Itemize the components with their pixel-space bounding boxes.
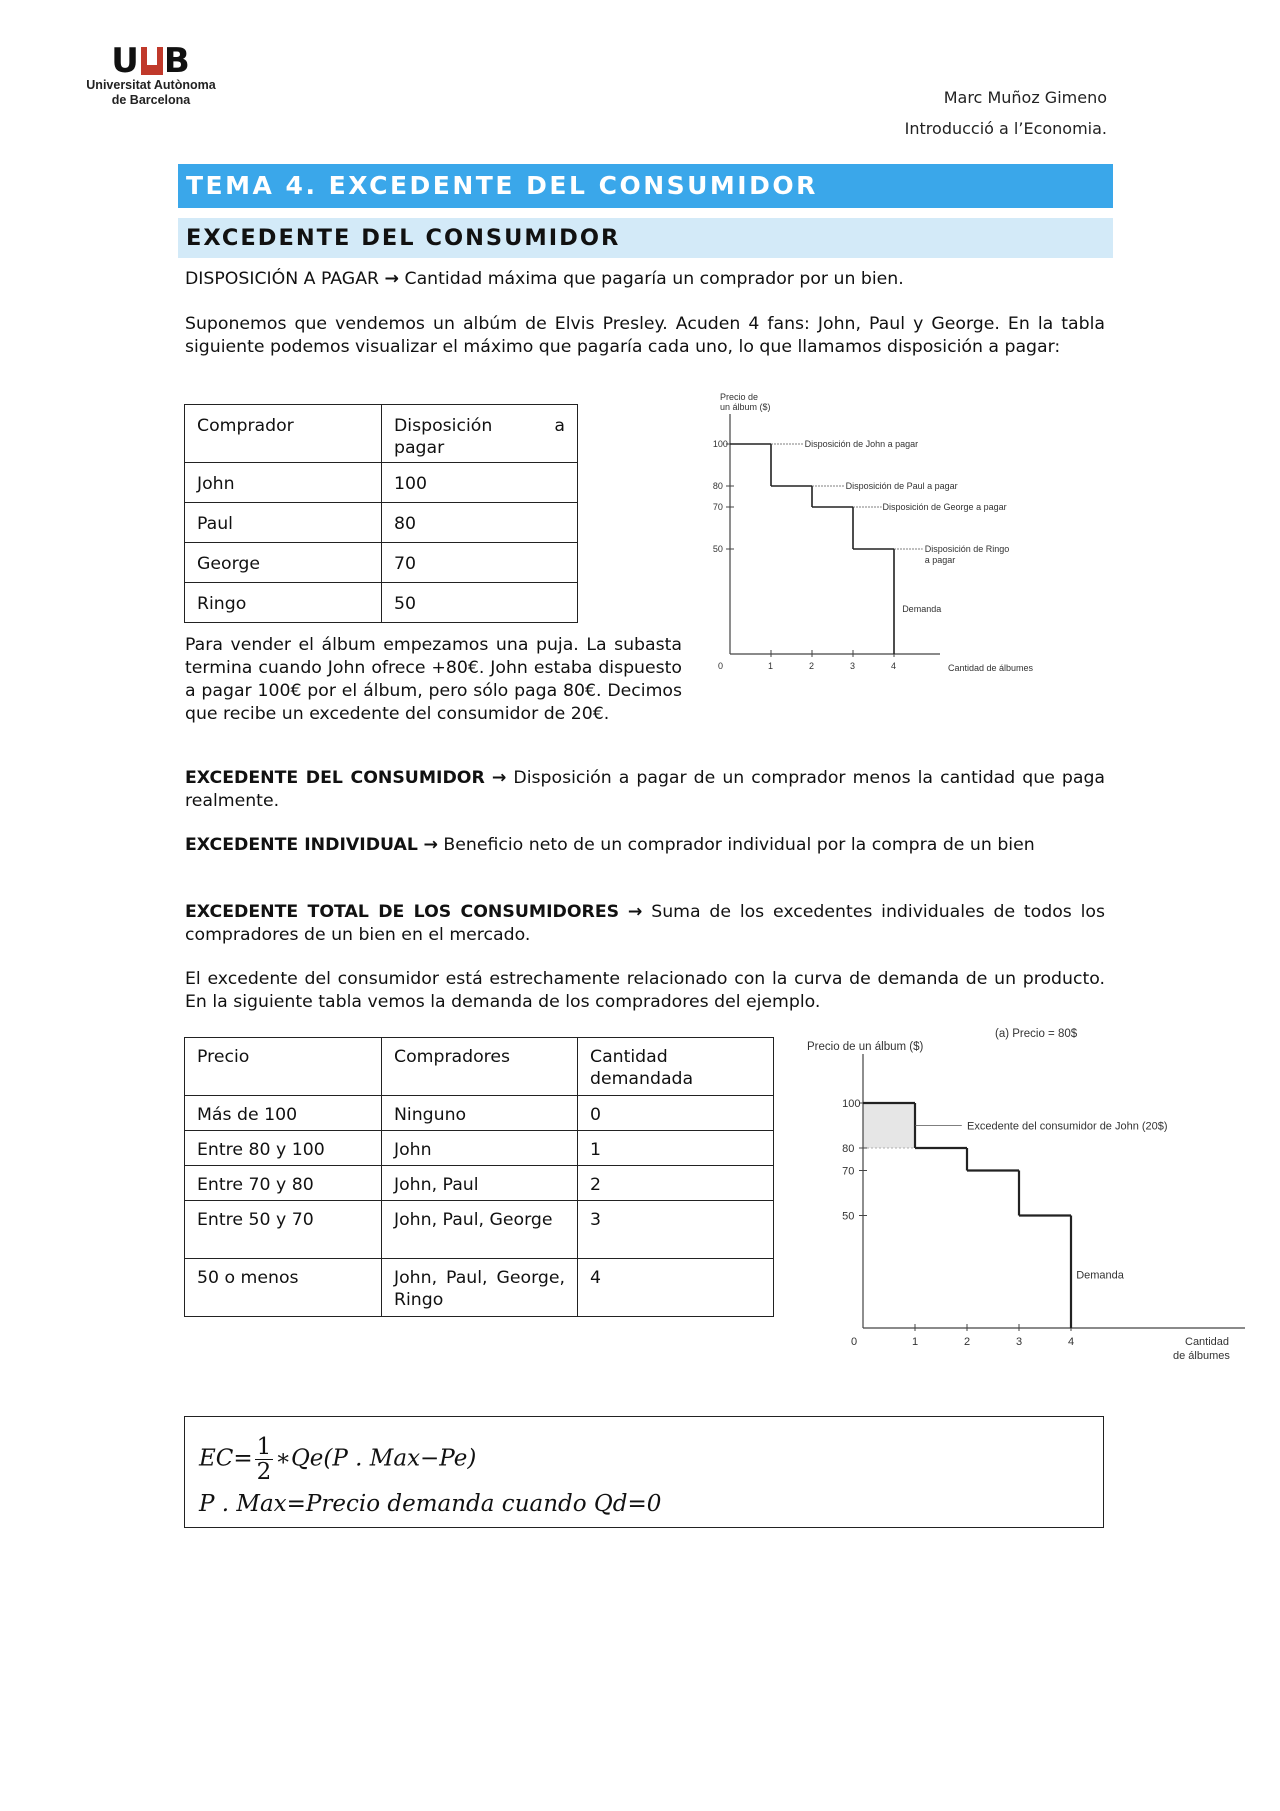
annotation-label: Excedente del consumidor de John (20$) — [967, 1120, 1168, 1133]
def-ei: Beneficio neto de un comprador individual por la compra de un bien — [443, 835, 1035, 855]
chart1-axes — [730, 414, 940, 654]
term-disposicion: DISPOSICIÓN A PAGAR — [185, 269, 380, 289]
author-name: Marc Muñoz Gimeno — [943, 88, 1107, 107]
term-et: EXCEDENTE TOTAL DE LOS CONSUMIDORES — [185, 902, 620, 922]
table-cell: Paul — [185, 503, 382, 543]
table-cell: John — [185, 463, 382, 503]
table-cell: John — [382, 1131, 578, 1166]
annotation-label: Disposición de John a pagar — [804, 439, 919, 449]
chart2-annotations — [915, 1121, 1230, 1363]
page-title: TEMA 4. EXCEDENTE DEL CONSUMIDOR — [178, 164, 1113, 208]
table-cell: Entre 50 y 70 — [185, 1201, 382, 1259]
arrow-icon: → — [491, 768, 507, 788]
formula-pmax: P . Max=Precio demanda cuando Qd=0 — [199, 1491, 662, 1517]
chart-excedente-john — [805, 1022, 1255, 1362]
annotation-demand: Demanda — [902, 604, 942, 614]
table-cell: 80 — [382, 503, 578, 543]
table-cell: John, Paul — [382, 1166, 578, 1201]
table-disposicion — [184, 404, 578, 623]
table-cell: 100 — [382, 463, 578, 503]
chart-disposicion — [700, 388, 1080, 688]
table-header-disposicion — [382, 405, 578, 463]
annotation-label: a pagar — [924, 555, 956, 565]
chart2-xlabel-line2: de álbumes — [1173, 1350, 1230, 1362]
chart2-title: (a) Precio = 80$ — [995, 1028, 1078, 1040]
formula-ec — [199, 1435, 476, 1484]
table-cell: John, Paul, George, Ringo — [382, 1259, 578, 1317]
table-header-cantidad: Cantidad demandada — [578, 1038, 774, 1096]
annotation-demand: Demanda — [1076, 1269, 1124, 1282]
formula-box — [184, 1416, 1104, 1528]
x-tick-label: 4 — [891, 661, 897, 671]
formula-fraction — [255, 1435, 274, 1484]
table-cell: Ninguno — [382, 1096, 578, 1131]
paragraph-excedente-consumidor — [185, 767, 1105, 813]
x-tick-label: 4 — [1068, 1336, 1075, 1348]
x-tick-label: 3 — [1016, 1336, 1023, 1348]
y-tick-label: 100 — [712, 439, 728, 450]
chart1-annotations — [771, 439, 1034, 673]
table-cell: 70 — [382, 543, 578, 583]
chart1-ylabel-line2: un álbum ($) — [720, 402, 771, 412]
def-et: Suma de los excedentes individuales de todos los compradores de un bien en el mercado. — [185, 902, 1105, 945]
table-cell: Ringo — [185, 583, 382, 623]
y-tick-label: 70 — [842, 1165, 855, 1178]
logo-line1: Universitat Autònoma — [86, 78, 216, 92]
x-tick-label: 3 — [850, 661, 856, 671]
chart1-ticks — [713, 439, 896, 671]
logo-accent-icon — [141, 47, 163, 75]
x-tick-label: 1 — [768, 661, 774, 671]
formula-ec-rhs: ∗Qe — [275, 1445, 324, 1472]
chart2-xlabel-line1: Cantidad — [1185, 1336, 1230, 1348]
table-header-comprador: Comprador — [185, 405, 382, 463]
chart2-axes — [863, 1054, 1245, 1328]
y-tick-label: 70 — [712, 502, 723, 513]
x-tick-label: 2 — [964, 1336, 971, 1348]
x-tick-label: 0 — [851, 1336, 858, 1348]
table-cell: 0 — [578, 1096, 774, 1131]
annotation-label: Disposición de George a pagar — [882, 502, 1007, 512]
y-tick-label: 80 — [712, 481, 723, 492]
table-cell: Más de 100 — [185, 1096, 382, 1131]
y-tick-label: 50 — [712, 544, 723, 555]
table-cell: 4 — [578, 1259, 774, 1317]
paragraph-disposicion — [185, 268, 1105, 291]
table-demanda — [184, 1037, 774, 1317]
formula-den: 2 — [256, 1459, 272, 1485]
course-name: Introducció a l’Economia. — [904, 119, 1107, 138]
chart1-ylabel-line1: Precio de — [720, 392, 759, 402]
logo-line2: de Barcelona — [111, 93, 191, 107]
annotation-label: Disposición de Ringo — [924, 544, 1010, 554]
paragraph-excedente-individual — [185, 834, 1105, 857]
chart2-ylabel: Precio de un álbum ($) — [807, 1041, 924, 1053]
table-cell: John, Paul, George — [382, 1201, 578, 1259]
x-tick-label: 2 — [809, 661, 815, 671]
paragraph-puja: Para vender el álbum empezamos una puja. La subasta termina cuando John ofrece +80€. John estaba dispuesto a pagar 100€ por el álbum, pero sólo paga 80€. Decimos que recibe un excedente del consumidor de 20€. — [185, 635, 682, 724]
uab-logo — [76, 41, 226, 108]
table-cell: 50 — [382, 583, 578, 623]
table-cell: Entre 80 y 100 — [185, 1131, 382, 1166]
def-ec: Disposición a pagar de un comprador menos la cantidad que paga realmente. — [185, 768, 1106, 811]
formula-ec-paren: (P . Max−Pe) — [323, 1445, 477, 1472]
term-ec: EXCEDENTE DEL CONSUMIDOR — [185, 768, 485, 788]
x-tick-label: 0 — [718, 661, 724, 671]
table-cell: 50 o menos — [185, 1259, 382, 1317]
arrow-icon: → — [627, 902, 643, 922]
table-header-word1: Disposición — [394, 416, 493, 436]
formula-num: 1 — [256, 1434, 272, 1460]
chart1-demand-steps — [730, 444, 894, 654]
table-header-precio: Precio — [185, 1038, 382, 1096]
y-tick-label: 50 — [842, 1210, 855, 1223]
table-cell: 1 — [578, 1131, 774, 1166]
paragraph-relacion: El excedente del consumidor está estrechamente relacionado con la curva de demanda de un producto. En la siguiente tabla vemos la demanda de los compradores del ejemplo. — [185, 969, 1105, 1012]
chart2-surplus-area — [863, 1103, 915, 1148]
x-tick-label: 1 — [912, 1336, 919, 1348]
table-header-word2: a — [554, 416, 565, 436]
term-ei: EXCEDENTE INDIVIDUAL — [185, 835, 418, 855]
surplus-area — [863, 1103, 915, 1148]
section-title: EXCEDENTE DEL CONSUMIDOR — [178, 218, 1113, 258]
def-disposicion: Cantidad máxima que pagaría un comprador por un bien. — [404, 269, 904, 289]
formula-ec-lhs: EC= — [199, 1445, 253, 1472]
table-cell: George — [185, 543, 382, 583]
table-header-word3: pagar — [394, 438, 445, 458]
arrow-icon: → — [423, 835, 438, 855]
chart1-xlabel: Cantidad de álbumes — [948, 663, 1034, 673]
y-tick-label: 100 — [842, 1097, 861, 1110]
paragraph-excedente-total — [185, 901, 1105, 947]
annotation-label: Disposición de Paul a pagar — [845, 481, 958, 491]
paragraph-suponemos: Suponemos que vendemos un albúm de Elvis Presley. Acuden 4 fans: John, Paul y George. En la tabla siguiente podemos visualizar el máximo que pagaría cada uno, lo que llamamos disposición a pagar: — [185, 314, 1105, 357]
table-cell: Entre 70 y 80 — [185, 1166, 382, 1201]
table-cell: 2 — [578, 1166, 774, 1201]
table-header-compradores: Compradores — [382, 1038, 578, 1096]
arrow-icon: → — [384, 269, 400, 289]
logo-mark: U B — [111, 41, 191, 81]
y-tick-label: 80 — [842, 1142, 855, 1155]
table-cell: 3 — [578, 1201, 774, 1259]
